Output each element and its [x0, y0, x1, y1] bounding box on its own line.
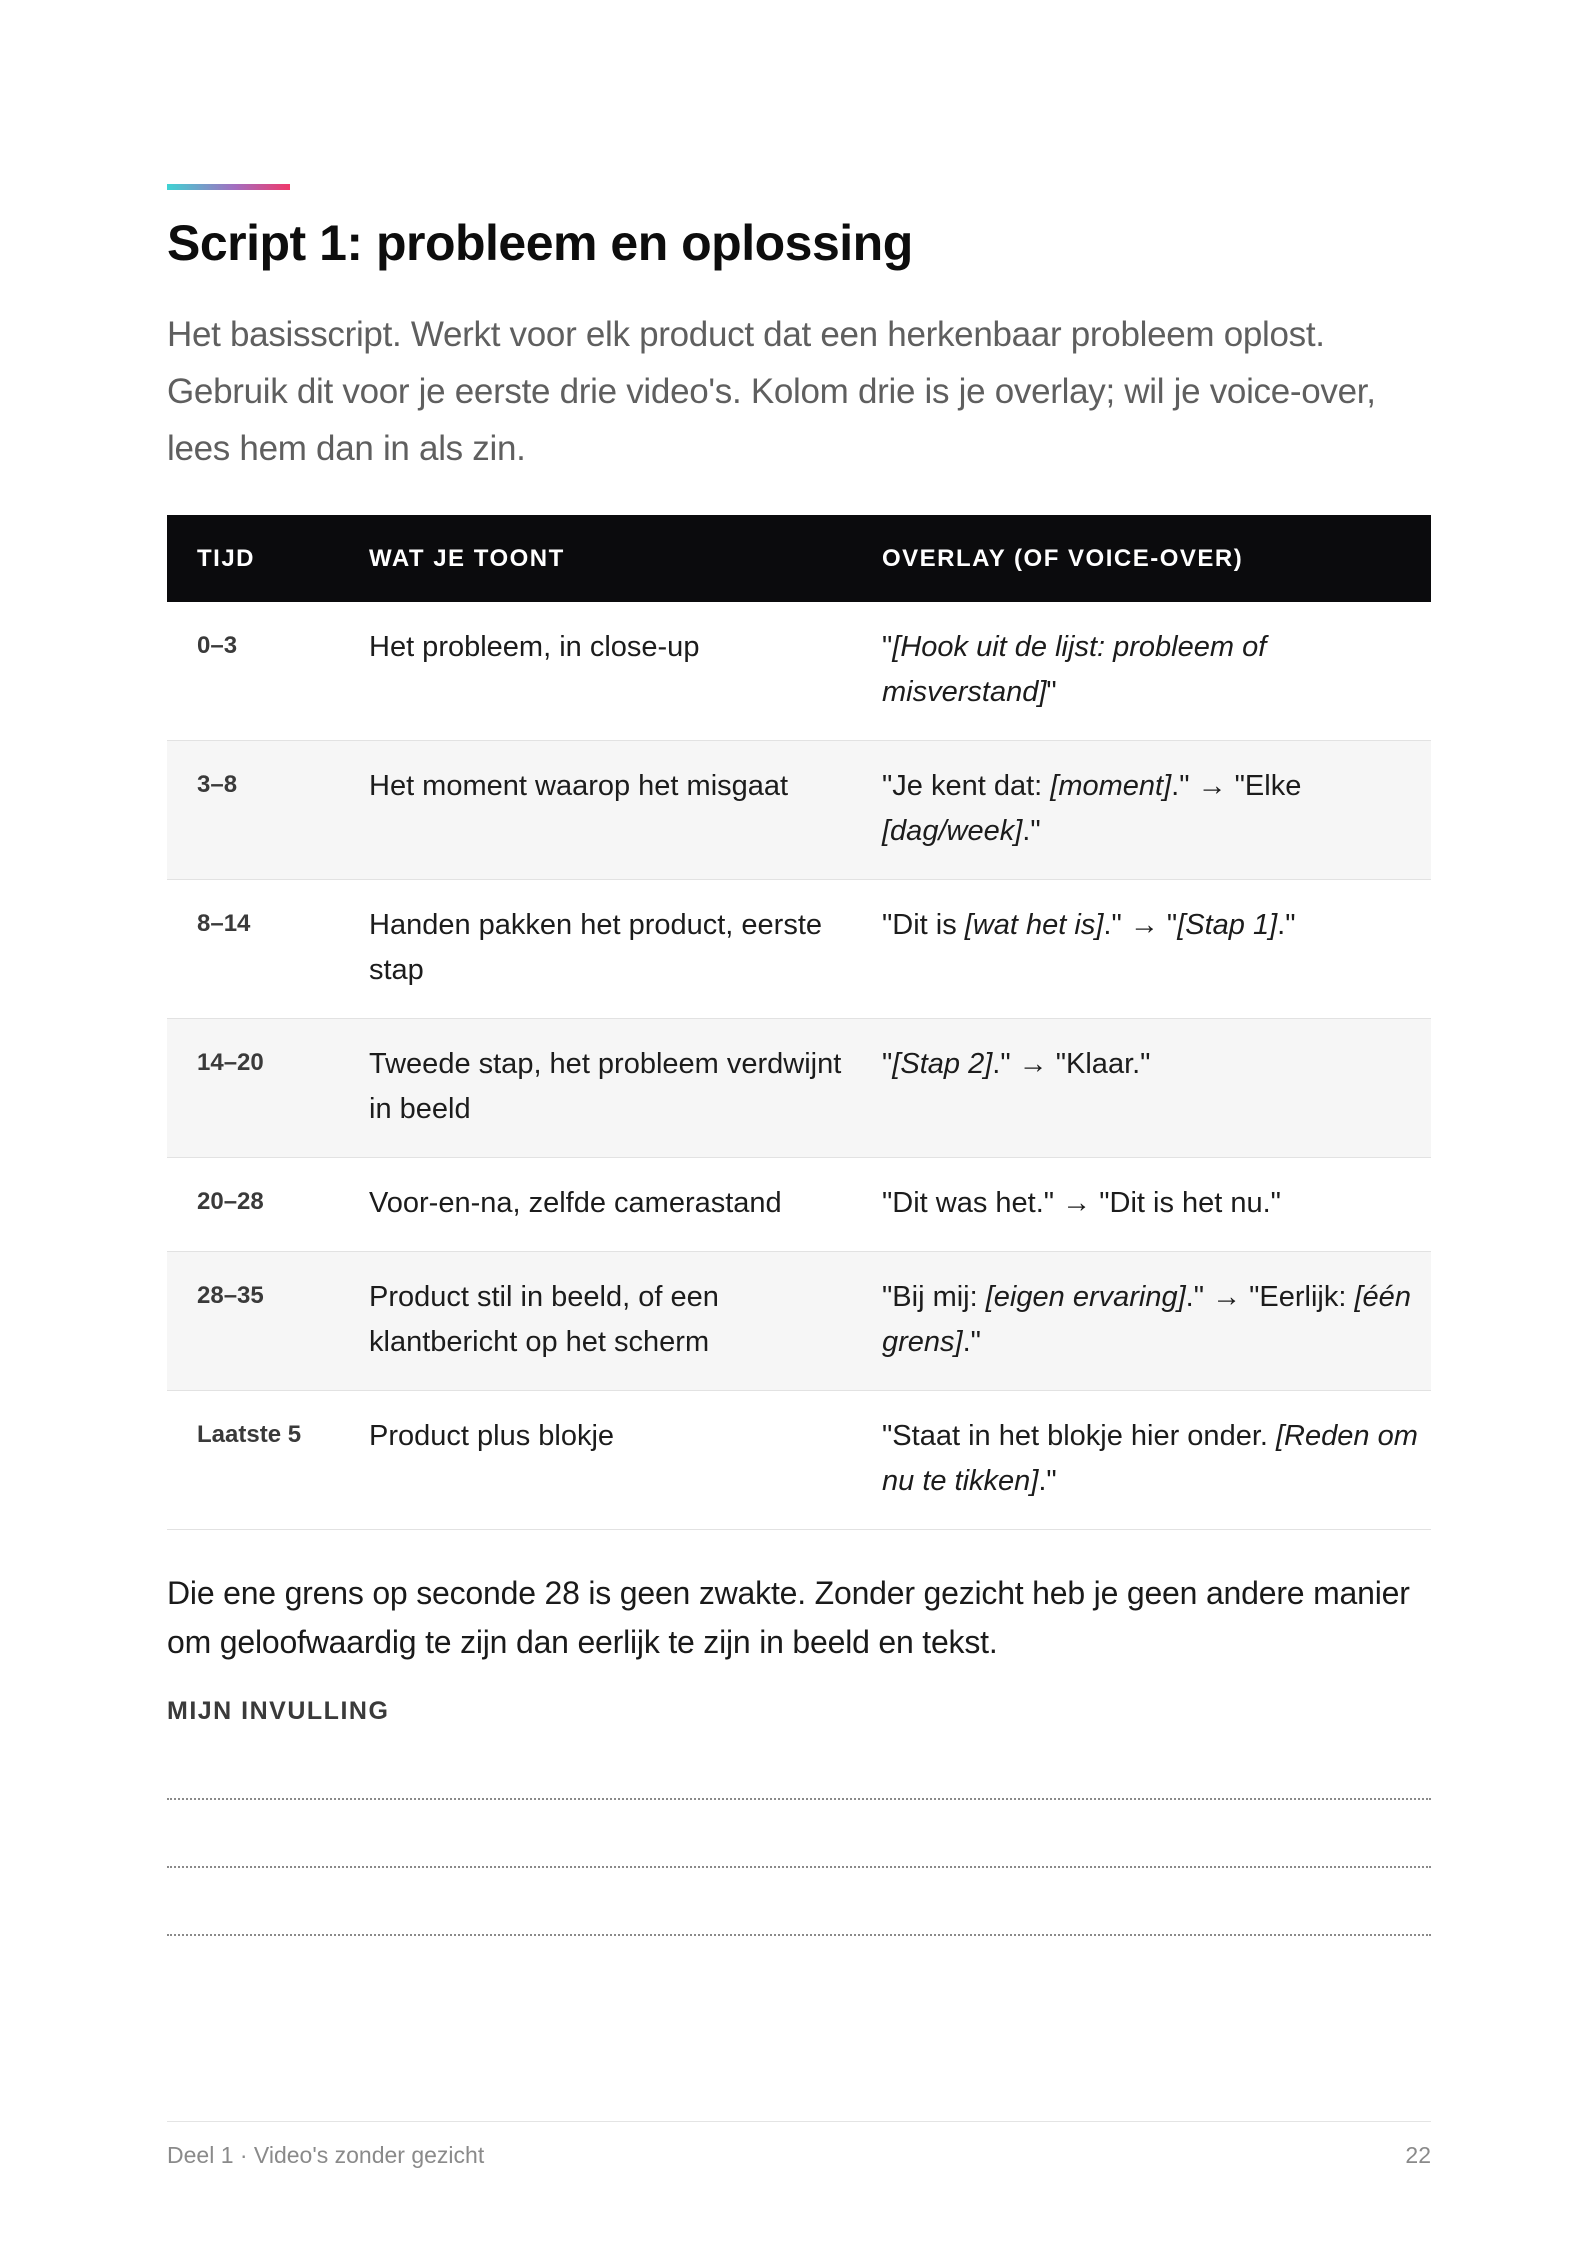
- table-body: [167, 602, 1431, 1530]
- cell-show: Voor-en-na, zelfde camerastand: [369, 1187, 782, 1219]
- cell-time: Laatste 5: [197, 1421, 302, 1448]
- overlay-text: ": [1046, 676, 1057, 708]
- cell-time: 20–28: [197, 1188, 264, 1215]
- overlay-text: ": [882, 631, 893, 663]
- overlay-text: ." → "Klaar.": [992, 1048, 1151, 1080]
- cell-overlay: [882, 764, 1431, 879]
- closing-paragraph: Die ene grens op seconde 28 is geen zwakte. Zonder gezicht heb je geen andere manier om geloofwaardig te zijn dan eerlijk te zijn in beeld en tekst.: [167, 1575, 1410, 1660]
- overlay-text: ." → "Eerlijk:: [1185, 1281, 1355, 1313]
- cell-time: 3–8: [197, 771, 238, 798]
- overlay-text: ." → ": [1103, 909, 1178, 941]
- table-header: [167, 515, 1431, 602]
- overlay-placeholder: [Stap 1]: [1177, 909, 1278, 941]
- page-title: Script 1: probleem en oplossing: [167, 215, 913, 271]
- table-row: [167, 741, 1431, 880]
- overlay-text: .": [962, 1326, 981, 1358]
- cell-time: 0–3: [197, 632, 238, 659]
- overlay-text: "Dit was het." → "Dit is het nu.": [882, 1187, 1281, 1219]
- footer-section-label: Deel 1 · Video's zonder gezicht: [167, 2142, 485, 2168]
- overlay-text: ": [882, 1048, 893, 1080]
- overlay-text: .": [1038, 1465, 1057, 1497]
- overlay-placeholder: [dag/week]: [882, 815, 1023, 847]
- column-header-show: WAT JE TOONT: [369, 544, 565, 572]
- overlay-text: "Staat in het blokje hier onder.: [882, 1420, 1276, 1452]
- overlay-text: "Je kent dat:: [882, 770, 1051, 802]
- cell-overlay: [882, 1042, 1431, 1157]
- overlay-placeholder: [eigen ervaring]: [985, 1281, 1186, 1313]
- cell-show: Product stil in beeld, of een klantbericht op het scherm: [369, 1281, 719, 1358]
- fill-in-line[interactable]: [167, 1798, 1431, 1800]
- overlay-placeholder: [één grens]: [882, 1281, 1411, 1358]
- overlay-text: ." → "Elke: [1171, 770, 1302, 802]
- mine-label: MIJN INVULLING: [167, 1697, 390, 1725]
- cell-overlay: [882, 1181, 1431, 1251]
- overlay-text: .": [1022, 815, 1041, 847]
- cell-show: Tweede stap, het probleem verdwijnt in beeld: [369, 1048, 842, 1125]
- fill-in-line[interactable]: [167, 1866, 1431, 1868]
- overlay-placeholder: [moment]: [1050, 770, 1172, 802]
- overlay-text: "Bij mij:: [882, 1281, 986, 1313]
- overlay-text: "Dit is: [882, 909, 965, 941]
- accent-bar: [167, 184, 290, 190]
- table-row: [167, 1252, 1431, 1391]
- overlay-placeholder: [wat het is]: [964, 909, 1104, 941]
- cell-overlay: [882, 1414, 1431, 1529]
- cell-show: Het probleem, in close-up: [369, 631, 700, 663]
- table-row: [167, 1158, 1431, 1252]
- overlay-placeholder: [Reden om nu te tikken]: [882, 1420, 1418, 1497]
- script-table: [167, 515, 1431, 1530]
- cell-time: 8–14: [197, 910, 251, 937]
- cell-show: Handen pakken het product, eerste stap: [369, 909, 823, 986]
- footer-divider: [167, 2121, 1431, 2122]
- overlay-placeholder: [Hook uit de lijst: probleem of misverstand]: [882, 631, 1267, 708]
- cell-time: 28–35: [197, 1282, 264, 1309]
- column-header-overlay: OVERLAY (OF VOICE-OVER): [882, 544, 1244, 572]
- table-row: [167, 602, 1431, 741]
- overlay-text: .": [1277, 909, 1296, 941]
- cell-show: Het moment waarop het misgaat: [369, 770, 789, 802]
- table-row: [167, 880, 1431, 1019]
- fill-in-line[interactable]: [167, 1934, 1431, 1936]
- cell-time: 14–20: [197, 1049, 264, 1076]
- cell-overlay: [882, 625, 1431, 740]
- intro-paragraph: Het basisscript. Werkt voor elk product dat een herkenbaar probleem oplost. Gebruik dit voor je eerste drie video's. Kolom drie is je overlay; wil je voice-over, lees hem dan in als zin.: [167, 315, 1376, 468]
- overlay-placeholder: [Stap 2]: [892, 1048, 993, 1080]
- cell-overlay: [882, 903, 1431, 1018]
- cell-show: Product plus blokje: [369, 1420, 615, 1452]
- page-number: 22: [1405, 2142, 1431, 2168]
- column-header-time: TIJD: [197, 544, 256, 572]
- cell-overlay: [882, 1275, 1431, 1390]
- table-row: [167, 1391, 1431, 1530]
- table-row: [167, 1019, 1431, 1158]
